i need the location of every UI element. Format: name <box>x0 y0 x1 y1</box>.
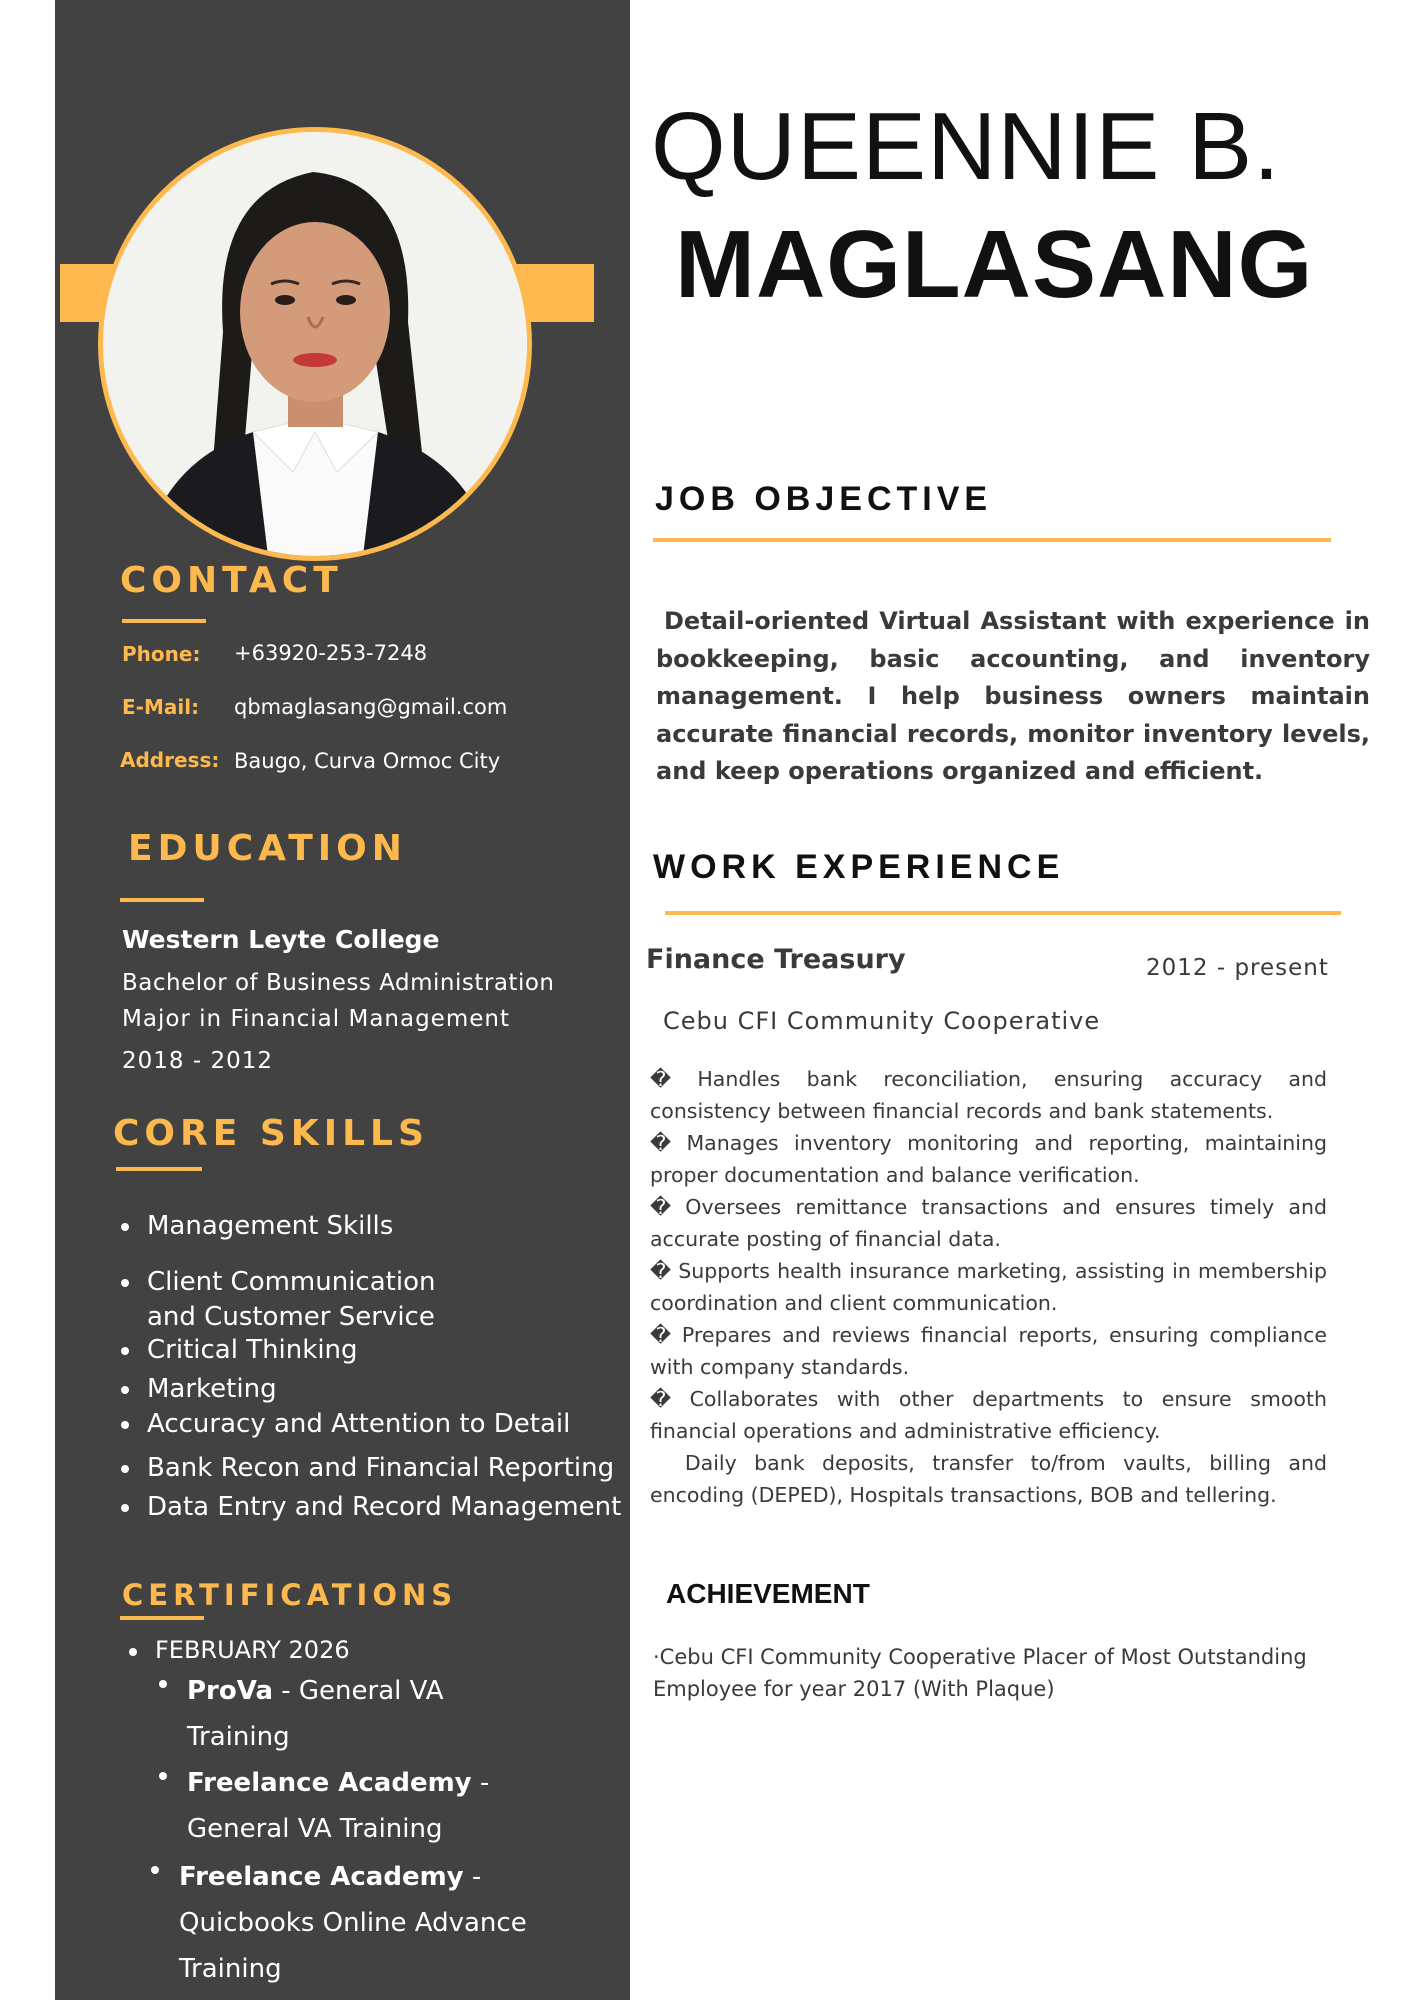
core-skills-rule <box>116 1167 202 1171</box>
skill-item: Accuracy and Attention to Detail <box>115 1408 621 1441</box>
contact-rule <box>122 619 206 623</box>
achievement-text: ·Cebu CFI Community Cooperative Placer of Most Outstanding Employee for year 2017 (With Plaque) <box>653 1645 1307 1701</box>
cert-org: ProVa <box>187 1676 273 1706</box>
education-years: 2018 - 2012 <box>122 1048 273 1074</box>
cert-org: Freelance Academy <box>187 1768 472 1798</box>
duty-item: � Oversees remittance transactions and ensures timely and accurate posting of financial data. <box>650 1195 1327 1251</box>
certifications-list <box>125 1636 527 1992</box>
objective-text: Detail-oriented Virtual Assistant with experience in bookkeeping, basic accounting, and inventory management. I help business owners maintain accurate financial records, monitor inventory levels, and keep operations organized and efficient. <box>656 607 1370 785</box>
cert-item-1 <box>155 1668 527 1714</box>
job-objective-rule <box>653 538 1331 542</box>
cert-item-3-line2: Quicbooks Online Advance <box>179 1908 527 1938</box>
cert-date: FEBRUARY 2026 <box>125 1636 527 1664</box>
duty-item: � Supports health insurance marketing, assisting in membership coordination and client communication. <box>650 1259 1327 1315</box>
cert-item-3-line3: Training <box>179 1954 282 1984</box>
skill-item: Critical Thinking <box>115 1334 621 1367</box>
job-duties <box>650 1063 1334 1511</box>
job-dates: 2012 - present <box>1146 955 1329 981</box>
phone-value: +63920-253-7248 <box>234 641 428 665</box>
cert-org: Freelance Academy <box>179 1862 464 1892</box>
cert-name: - General VA <box>273 1676 444 1706</box>
cert-item-2 <box>155 1760 527 1806</box>
work-experience-heading: WORK EXPERIENCE <box>653 848 1065 886</box>
duty-item: Daily bank deposits, transfer to/from vaults, billing and encoding (DEPED), Hospitals transactions, BOB and tellering. <box>650 1451 1334 1507</box>
email-value: qbmaglasang@gmail.com <box>234 695 508 719</box>
achievement-heading: ACHIEVEMENT <box>666 1578 870 1609</box>
cert-name: - <box>471 1768 490 1798</box>
major: Major in Financial Management <box>122 1006 510 1032</box>
education-heading: EDUCATION <box>128 828 407 869</box>
skill-item: Data Entry and Record Management <box>115 1491 621 1524</box>
core-skills-heading: CORE SKILLS <box>113 1113 429 1154</box>
skill-item: Bank Recon and Financial Reporting <box>115 1452 621 1485</box>
duty-item: � Manages inventory monitoring and reporting, maintaining proper documentation and balance verification. <box>650 1131 1327 1187</box>
phone-label: Phone: <box>122 642 201 666</box>
job-company: Cebu CFI Community Cooperative <box>663 1007 1101 1035</box>
email-label: E-Mail: <box>122 695 200 719</box>
education-rule <box>120 898 204 902</box>
school-name: Western Leyte College <box>122 925 440 954</box>
skill-item: Management Skills <box>115 1210 621 1243</box>
profile-photo <box>103 132 527 556</box>
skill-item-continuation: and Customer Service <box>147 1302 435 1332</box>
cert-item-1-line2: Training <box>187 1722 290 1752</box>
skills-list <box>115 1210 621 1524</box>
skill-item: Client Communication <box>115 1266 621 1299</box>
name-last: MAGLASANG <box>675 211 1314 318</box>
degree: Bachelor of Business Administration <box>122 970 555 996</box>
name-first: QUEENNIE B. <box>651 93 1281 200</box>
work-experience-rule <box>665 911 1341 915</box>
certifications-heading: CERTIFICATIONS <box>122 1578 458 1612</box>
duty-item: � Handles bank reconciliation, ensuring accuracy and consistency between financial records and bank statements. <box>650 1067 1327 1123</box>
address-label: Address: <box>120 748 220 772</box>
cert-item-3 <box>147 1854 527 1900</box>
duty-item: � Collaborates with other departments to ensure smooth financial operations and administrative efficiency. <box>650 1387 1327 1443</box>
job-objective-heading: JOB OBJECTIVE <box>655 480 993 518</box>
job-title: Finance Treasury <box>646 944 906 975</box>
address-value: Baugo, Curva Ormoc City <box>234 749 501 773</box>
cert-name: - <box>463 1862 482 1892</box>
skill-item: Marketing <box>115 1373 621 1406</box>
cert-item-2-line2: General VA Training <box>187 1814 443 1844</box>
duty-item: � Prepares and reviews financial reports, ensuring compliance with company standards. <box>650 1323 1327 1379</box>
certifications-rule <box>120 1616 204 1620</box>
contact-heading: CONTACT <box>120 560 343 601</box>
